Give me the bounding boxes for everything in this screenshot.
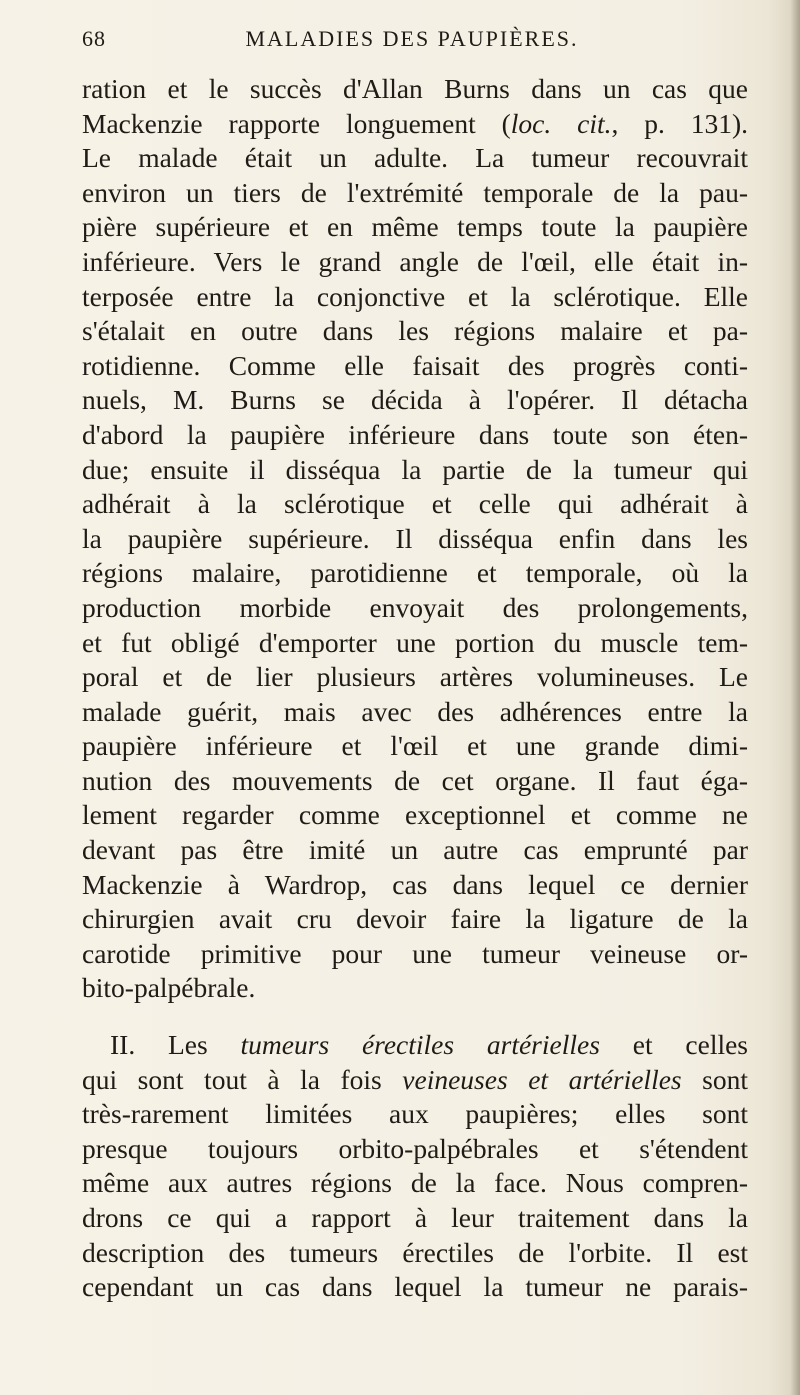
body-text bbox=[82, 72, 748, 1305]
text-line: poral et de lier plusieurs artères volumineuses. Le bbox=[82, 661, 748, 693]
running-title: MALADIES DES PAUPIÈRES. bbox=[245, 26, 579, 51]
text-line: inférieure. Vers le grand angle de l'œil, elle était in- bbox=[82, 245, 748, 277]
text-line: pière supérieure et en même temps toute la paupière bbox=[82, 211, 748, 243]
text-line: lement regarder comme exceptionnel et comme ne bbox=[82, 799, 748, 831]
page-number: 68 bbox=[82, 26, 106, 51]
paragraph-2 bbox=[82, 1028, 748, 1305]
citation-loc-cit: loc. cit. bbox=[510, 107, 612, 139]
text-line: très-rarement limitées aux paupières; elles sont bbox=[82, 1098, 748, 1130]
page-header bbox=[82, 26, 742, 60]
text-line: II. Les tumeurs érectiles artérielles et celles bbox=[110, 1029, 749, 1061]
italic-term: veineuses et artérielles bbox=[402, 1063, 682, 1095]
text-line: presque toujours orbito-palpébrales et s'étendent bbox=[82, 1132, 748, 1164]
text-line: Mackenzie à Wardrop, cas dans lequel ce dernier bbox=[82, 868, 748, 900]
text-line: due; ensuite il disséqua la partie de la tumeur qui bbox=[82, 453, 748, 485]
text-line: paupière inférieure et l'œil et une grande dimi- bbox=[82, 730, 748, 762]
text-line: description des tumeurs érectiles de l'orbite. Il est bbox=[82, 1236, 748, 1268]
page-edge-shadow bbox=[790, 0, 800, 1395]
text-line: d'abord la paupière inférieure dans toute son éten- bbox=[82, 418, 748, 450]
text-line: régions malaire, parotidienne et temporale, où la bbox=[82, 557, 748, 589]
paragraph-1 bbox=[82, 72, 748, 1006]
text-line: rotidienne. Comme elle faisait des progrès conti- bbox=[82, 349, 748, 381]
text-line: chirurgien avait cru devoir faire la ligature de la bbox=[82, 903, 748, 935]
text-line: cependant un cas dans lequel la tumeur ne parais- bbox=[82, 1271, 748, 1303]
text-line: bito-palpébrale. bbox=[82, 972, 256, 1004]
text-line: même aux autres régions de la face. Nous compren- bbox=[82, 1167, 748, 1199]
paragraph-gap bbox=[82, 1006, 748, 1028]
text-line: malade guérit, mais avec des adhérences entre la bbox=[82, 695, 748, 727]
text-line: la paupière supérieure. Il disséqua enfin dans les bbox=[82, 522, 748, 554]
italic-term: tumeurs érectiles artérielles bbox=[240, 1029, 600, 1061]
text-line: devant pas être imité un autre cas emprunté par bbox=[82, 834, 748, 866]
text-line: et fut obligé d'emporter une portion du muscle tem- bbox=[82, 626, 748, 658]
text-line: drons ce qui a rapport à leur traitement dans la bbox=[82, 1202, 748, 1233]
text-line: Mackenzie rapporte longuement (loc. cit., p. 131). bbox=[82, 107, 748, 139]
text-line: s'étalait en outre dans les régions malaire et pa- bbox=[82, 315, 748, 347]
text-line: production morbide envoyait des prolongements, bbox=[82, 591, 748, 623]
text-line: environ un tiers de l'extrémité temporale de la pau- bbox=[82, 176, 748, 208]
text-line: terposée entre la conjonctive et la sclérotique. Elle bbox=[82, 280, 748, 312]
text-line: carotide primitive pour une tumeur veineuse or- bbox=[82, 937, 748, 969]
text-line: qui sont tout à la fois veineuses et artérielles sont bbox=[82, 1063, 749, 1095]
text-line: nution des mouvements de cet organe. Il faut éga- bbox=[82, 764, 748, 796]
text-line: Le malade était un adulte. La tumeur recouvrait bbox=[82, 142, 748, 174]
text-line: adhérait à la sclérotique et celle qui adhérait à bbox=[82, 488, 748, 520]
text-line: nuels, M. Burns se décida à l'opérer. Il détacha bbox=[82, 384, 748, 416]
text-line: ration et le succès d'Allan Burns dans un cas que bbox=[82, 73, 748, 104]
